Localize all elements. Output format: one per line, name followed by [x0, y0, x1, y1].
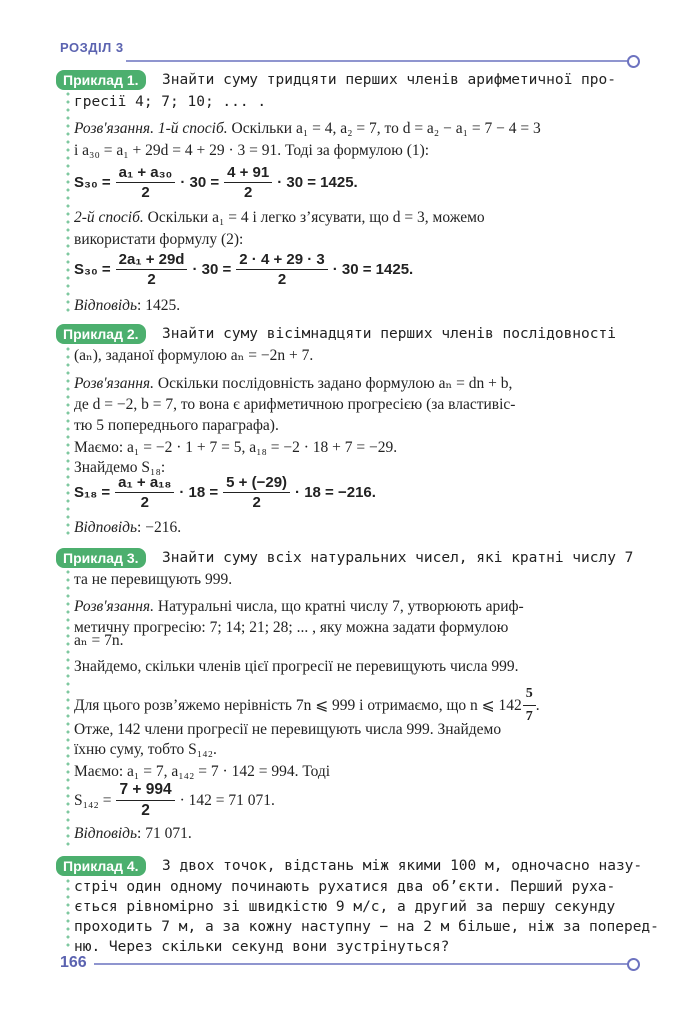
answer-value: : 71 071.	[137, 825, 192, 842]
solution-label: Розв'язання.	[74, 598, 155, 615]
example3-solution-line6: Отже, 142 члени прогресії не перевищують числа 999. Знайдемо	[74, 721, 502, 738]
solution-text: Натуральні числа, що кратні числу 7, утворюють ариф-	[154, 598, 524, 615]
example2-solution-line2: де d = −2, b = 7, то вона є арифметичною прогресією (за властивіс-	[74, 396, 516, 413]
formula-end: · 30 = 1425.	[277, 174, 358, 191]
answer-label: Відповідь	[74, 297, 138, 314]
example2-task-line2: (aₙ), заданої формулою aₙ = −2n + 7.	[74, 347, 314, 364]
example1-way2-line2: використати формулу (2):	[74, 231, 244, 248]
header-rule-end-circle	[627, 55, 640, 68]
example1-dots	[66, 90, 70, 314]
numerator: a₁ + a₁₈	[115, 474, 174, 493]
example4-dots	[66, 877, 70, 947]
numerator: a₁ + a₃₀	[116, 164, 176, 183]
denominator: 2	[277, 271, 287, 288]
example3-answer	[74, 824, 192, 844]
fraction	[224, 164, 272, 201]
denominator: 2	[141, 184, 150, 201]
denominator: 2	[252, 494, 261, 511]
fraction	[116, 251, 188, 288]
answer-label: Відповідь	[74, 519, 138, 536]
solution-label: Розв'язання. 1-й спосіб.	[74, 120, 228, 137]
example3-solution-line2: метичну прогресію: 7; 14; 21; 28; ... , яку можна задати формулою	[74, 619, 509, 636]
formula-end: · 142 = 71 071.	[179, 791, 275, 809]
formula-mid: · 18 =	[179, 484, 219, 501]
inequality-text: Для цього розв’яжемо нерівність 7n ⩽ 999 і отримаємо, що n ⩽ 142	[74, 696, 522, 714]
example2-solution-line5: Знайдемо S₁₈:	[74, 459, 166, 476]
fraction	[116, 164, 176, 201]
example3-solution-line8: Маємо: a₁ = 7, a₁₄₂ = 7 · 142 = 994. Тоді	[74, 763, 331, 780]
numerator: 2a₁ + 29d	[116, 251, 188, 270]
period: .	[535, 696, 540, 714]
answer-label: Відповідь	[74, 825, 138, 842]
example3-task-line2: та не перевищують 999.	[74, 571, 233, 588]
footer-rule	[94, 963, 630, 965]
fraction	[236, 251, 327, 288]
example2-answer	[74, 518, 181, 538]
example1-way2-line1	[74, 208, 485, 228]
example2-dots	[66, 345, 70, 537]
example4-task-line1: З двох точок, відстань між якими 100 м, одночасно назу-	[162, 858, 643, 874]
example1-solution-line1	[74, 119, 541, 139]
way2-text: Оскільки a₁ = 4 і легко з’ясувати, що d = 3, можемо	[143, 209, 485, 226]
example1-formula1	[74, 164, 358, 201]
denominator: 2	[141, 802, 150, 819]
formula-lhs: S₃₀ =	[74, 174, 111, 191]
example4-badge: Приклад 4.	[56, 856, 146, 876]
denominator: 2	[244, 184, 253, 201]
example4-task-line5: ню. Через скільки секунд вони зустрінуться?	[74, 939, 450, 955]
numerator: 4 + 91	[224, 164, 272, 183]
example3-solution-line1	[74, 597, 524, 617]
numerator: 5 + (−29)	[223, 474, 290, 493]
example3-badge: Приклад 3.	[56, 548, 146, 568]
formula-lhs: S₁₈ =	[74, 484, 111, 501]
footer-rule-end-circle	[627, 958, 640, 971]
way2-label: 2-й спосіб.	[74, 209, 144, 226]
example4-task-line3: ється рівномірно зі швидкістю 9 м/с, а другий за першу секунду	[74, 899, 616, 915]
example2-task-line1: Знайти суму вісімнадцяти перших членів послідовності	[162, 326, 616, 342]
numerator: 2 · 4 + 29 · 3	[236, 251, 327, 270]
numerator: 5	[523, 684, 536, 706]
formula-mid: · 30 =	[180, 174, 220, 191]
example1-formula2	[74, 251, 413, 288]
example2-formula	[74, 474, 376, 511]
denominator: 2	[140, 494, 149, 511]
example1-solution-line2: і a₃₀ = a₁ + 29d = 4 + 29 · 3 = 91. Тоді за формулою (1):	[74, 142, 430, 159]
formula-mid: · 30 =	[192, 261, 232, 278]
example2-solution-line4: Маємо: a₁ = −2 · 1 + 7 = 5, a₁₈ = −2 · 18 + 7 = −29.	[74, 439, 398, 456]
solution-text: Оскільки a₁ = 4, a₂ = 7, то d = a₂ − a₁ = 7 − 4 = 3	[227, 120, 541, 137]
solution-label: Розв'язання.	[74, 375, 155, 392]
solution-text: Оскільки послідовність задано формулою aₙ = dn + b,	[154, 375, 513, 392]
example3-dots	[66, 568, 70, 846]
example4-task-line2: стріч один одному починають рухатися два об’єкти. Перший руха-	[74, 879, 616, 895]
example1-answer	[74, 296, 180, 316]
formula-end: · 18 = −216.	[295, 484, 376, 501]
example3-solution-line7: їхню суму, тобто S₁₄₂.	[74, 741, 217, 758]
example1-badge: Приклад 1.	[56, 70, 146, 90]
header-rule	[126, 60, 630, 62]
answer-value: : −216.	[137, 519, 182, 536]
formula-end: · 30 = 1425.	[332, 261, 414, 278]
formula-lhs: S₃₀ =	[74, 261, 111, 278]
fraction	[116, 781, 174, 820]
fraction	[115, 474, 174, 511]
example3-solution-line4: Знайдемо, скільки членів цієї прогресії не перевищують числа 999.	[74, 658, 519, 675]
fraction	[223, 474, 290, 511]
example3-formula	[74, 781, 275, 820]
formula-lhs: S₁₄₂ =	[74, 791, 112, 809]
example1-task-line2: гресії 4; 7; 10; ... .	[74, 94, 267, 110]
example1-task-line1: Знайти суму тридцяти перших членів арифметичної про-	[162, 72, 616, 88]
example3-task-line1: Знайти суму всіх натуральних чисел, які кратні числу 7	[162, 550, 634, 566]
numerator: 7 + 994	[116, 781, 174, 801]
example2-solution-line3: тю 5 попереднього параграфа).	[74, 417, 279, 434]
example4-task-line4: проходить 7 м, а за кожну наступну − на 2 м більше, ніж за поперед-	[74, 919, 659, 935]
denominator: 2	[147, 271, 156, 288]
example3-solution-line3: aₙ = 7n.	[74, 632, 124, 649]
section-title: РОЗДІЛ 3	[60, 40, 124, 55]
example2-badge: Приклад 2.	[56, 324, 146, 344]
denominator: 7	[525, 709, 533, 724]
answer-value: : 1425.	[137, 297, 181, 314]
example2-solution-line1	[74, 374, 512, 394]
page-number: 166	[60, 954, 87, 971]
mixed-fraction	[523, 684, 536, 727]
